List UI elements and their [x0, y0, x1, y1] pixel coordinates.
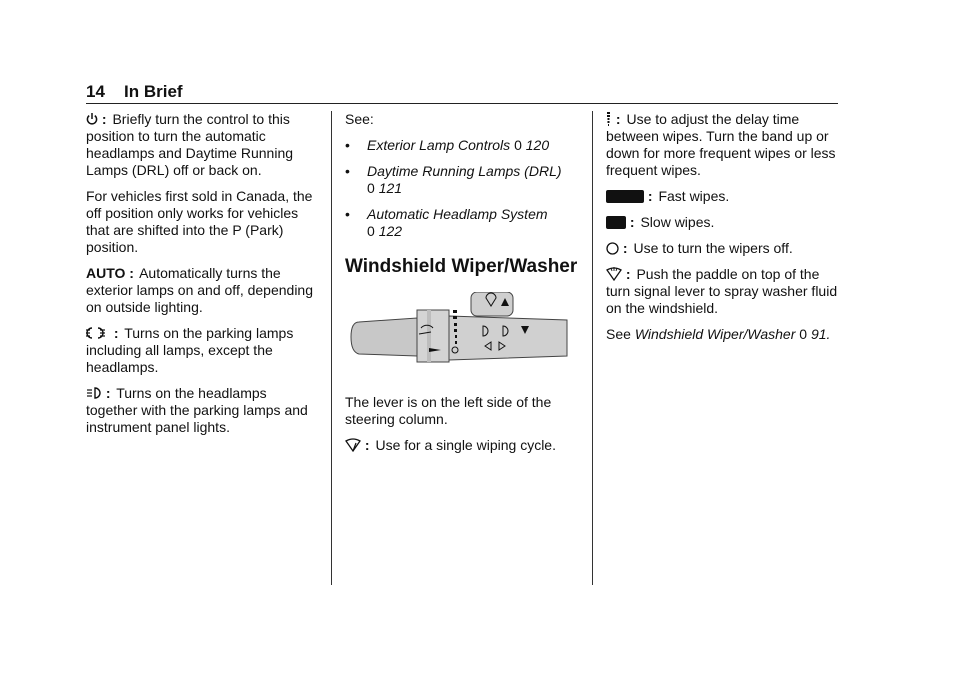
cross-reference-link[interactable]: Daytime Running Lamps (DRL): [367, 163, 562, 179]
drl-off-symbol: :: [86, 111, 107, 128]
parking-text: Turns on the parking lamps including all lamps, except the headlamps.: [86, 325, 294, 375]
list-item: • Exterior Lamp Controls 0 120: [345, 137, 550, 153]
headlamps-paragraph: [86, 385, 318, 436]
wiper-lever-image: [345, 292, 577, 378]
parking-lamps-icon: [86, 326, 110, 340]
delay-band-icon: [606, 112, 612, 126]
off-circle-icon: [606, 242, 619, 255]
auto-paragraph: [86, 265, 318, 316]
section-heading: Windshield Wiper/Washer: [345, 256, 578, 277]
single-wipe-paragraph: [345, 437, 581, 454]
auto-text: Automatically turns the exterior lamps on and off, depending on outside lighting.: [86, 265, 314, 315]
headlamps-symbol: :: [86, 385, 111, 402]
cross-reference-link[interactable]: Automatic Headlamp System: [367, 206, 548, 222]
parking-paragraph: [86, 325, 318, 376]
slow-symbol: :: [606, 214, 635, 231]
headlamps-text: Turns on the headlamps together with the parking lamps and instrument panel lights.: [86, 385, 308, 435]
list-item: • Daytime Running Lamps (DRL) 0 121: [345, 163, 562, 196]
washer-paragraph: [606, 266, 842, 317]
off-symbol: :: [606, 240, 628, 257]
page-title: In Brief: [124, 82, 183, 101]
drl-off-paragraph: [86, 111, 318, 179]
list-item: • Automatic Headlamp System 0 122: [345, 206, 548, 239]
column-3: [606, 111, 842, 352]
cross-reference-link[interactable]: Exterior Lamp Controls: [367, 137, 511, 153]
washer-symbol: :: [606, 266, 631, 283]
fast-text: Fast wipes.: [658, 188, 730, 204]
off-paragraph: [606, 240, 842, 257]
slow-wipe-icon: [606, 216, 626, 229]
delay-text: Use to adjust the delay time between wipes. Turn the band up or down for more frequent wipes or less frequent wipes.: [606, 111, 836, 178]
wiper-lever-illustration: [345, 292, 581, 382]
headlamp-icon: [86, 386, 102, 400]
slow-text: Slow wipes.: [640, 214, 715, 230]
single-wipe-icon: [345, 438, 361, 452]
page-number: 14: [86, 82, 105, 101]
page-arrow-icon: 0: [799, 326, 808, 342]
single-wipe-text: Use for a single wiping cycle.: [375, 437, 556, 453]
drl-off-text: Briefly turn the control to this position to turn the automatic headlamps and Daytime Running Lamps (DRL) off or back on.: [86, 111, 294, 178]
auto-label: AUTO :: [86, 265, 134, 281]
washer-text: Push the paddle on top of the turn signal lever to spray washer fluid on the windshield.: [606, 266, 838, 316]
off-text: Use to turn the wipers off.: [633, 240, 793, 256]
page-header: [86, 82, 183, 102]
slow-paragraph: [606, 214, 842, 231]
parking-lamps-symbol: :: [86, 325, 119, 342]
page-arrow-icon: 0: [514, 137, 522, 153]
column-divider-1: [331, 111, 332, 585]
single-wipe-symbol: :: [345, 437, 370, 454]
column-divider-2: [592, 111, 593, 585]
page-arrow-icon: 0: [367, 180, 375, 196]
see-label: See:: [345, 111, 374, 127]
fast-wipe-icon: [606, 190, 644, 203]
header-rule: [86, 103, 838, 104]
fast-paragraph: [606, 188, 842, 205]
washer-icon: [606, 267, 622, 281]
fast-symbol: :: [606, 188, 653, 205]
canada-text: For vehicles first sold in Canada, the off position only works for vehicles that are shifted into the P (Park) position.: [86, 188, 313, 255]
column-1: [86, 111, 318, 445]
see-reference-paragraph: See Windshield Wiper/Washer 0 91.: [606, 326, 831, 342]
page-arrow-icon: 0: [367, 223, 375, 239]
lever-text: The lever is on the left side of the steering column.: [345, 394, 552, 427]
delay-symbol: :: [606, 111, 621, 128]
cross-reference-link[interactable]: Windshield Wiper/Washer: [634, 326, 796, 342]
delay-paragraph: [606, 111, 842, 179]
column-2: [345, 111, 581, 463]
power-off-icon: [86, 112, 98, 126]
